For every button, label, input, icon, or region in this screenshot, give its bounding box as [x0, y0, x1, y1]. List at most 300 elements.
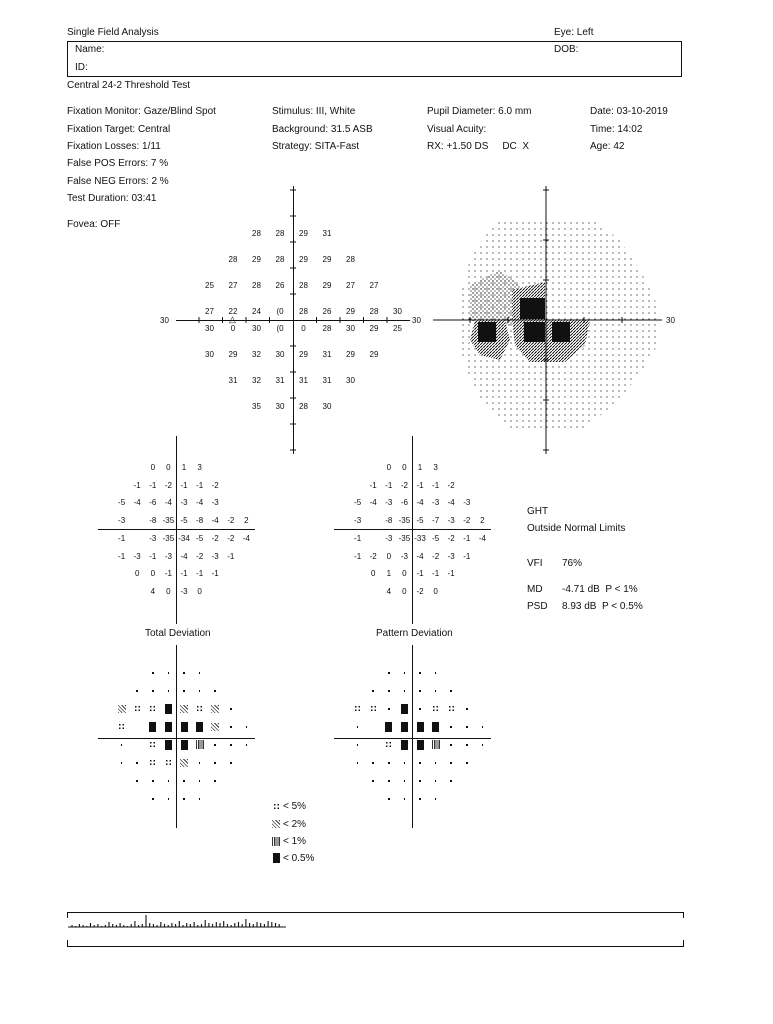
deviation-value: -1 — [149, 551, 157, 561]
total-deviation-label: Total Deviation — [145, 628, 211, 639]
deviation-value: 3 — [197, 463, 202, 472]
report-title: Single Field Analysis — [67, 27, 159, 38]
normal-point-icon — [381, 793, 397, 805]
deviation-value: -1 — [180, 569, 188, 578]
p05-pattern-icon — [273, 853, 280, 863]
deviation-value: 4 — [150, 586, 156, 596]
normal-point-icon — [129, 685, 145, 697]
p4-pattern-icon — [176, 739, 192, 751]
deviation-value: -2 — [227, 534, 235, 543]
deviation-value: -2 — [211, 534, 219, 543]
vfi-value: 76% — [562, 558, 583, 569]
test-name: Central 24-2 Threshold Test — [67, 80, 191, 91]
normal-point-icon — [192, 775, 208, 787]
normal-point-icon — [114, 739, 130, 751]
threshold-value: 30 — [346, 324, 355, 333]
deviation-value: -8 — [149, 515, 157, 525]
deviation-value: 0 — [402, 463, 407, 472]
deviation-value: -5 — [118, 498, 126, 507]
normal-point-icon — [223, 721, 239, 733]
deviation-value: -2 — [416, 586, 424, 596]
deviation-value: -1 — [196, 480, 204, 490]
deviation-value: -4 — [180, 551, 188, 561]
deviation-value: -33 — [414, 534, 426, 543]
p1-pattern-icon — [272, 837, 280, 846]
deviation-value: -2 — [463, 515, 471, 525]
threshold-value: 29 — [346, 350, 355, 359]
deviation-value: 2 — [244, 515, 249, 525]
normal-point-icon — [145, 667, 161, 679]
threshold-value: 30 — [275, 350, 285, 359]
deviation-value: 0 — [150, 569, 156, 578]
threshold-value: 30 — [275, 402, 285, 411]
deviation-value: -2 — [211, 480, 219, 490]
p1-pattern-icon — [428, 703, 444, 715]
threshold-value: 30 — [393, 307, 402, 316]
threshold-value: 31 — [299, 376, 308, 385]
normal-point-icon — [365, 685, 381, 697]
threshold-value: 28 — [299, 281, 308, 290]
p4-pattern-icon — [412, 721, 428, 733]
gaze-right-tick — [683, 912, 684, 918]
normal-point-icon — [443, 739, 459, 751]
gaze-right-tick-bottom — [683, 940, 684, 946]
deviation-value: -3 — [400, 551, 408, 561]
normal-point-icon — [176, 775, 192, 787]
false-pos-errors: False POS Errors: 7 % — [67, 158, 169, 169]
deviation-value: -4 — [196, 498, 204, 507]
p4-pattern-icon — [160, 703, 176, 715]
p1-pattern-icon — [365, 703, 381, 715]
normal-point-icon — [365, 775, 381, 787]
normal-point-icon — [129, 775, 145, 787]
threshold-value: 27 — [228, 281, 238, 290]
pupil-diameter: Pupil Diameter: 6.0 mm — [427, 106, 532, 117]
deviation-value: -2 — [164, 480, 172, 490]
ght-value: Outside Normal Limits — [527, 523, 626, 534]
deviation-value: -3 — [211, 498, 219, 507]
deviation-value: -4 — [416, 498, 424, 507]
normal-point-icon — [381, 703, 397, 715]
normal-point-icon — [443, 757, 459, 769]
fixation-monitor: Fixation Monitor: Gaze/Blind Spot — [67, 106, 216, 117]
normal-point-icon — [238, 721, 254, 733]
test-time: Time: 14:02 — [590, 124, 643, 135]
strategy: Strategy: SITA-Fast — [272, 141, 360, 152]
deviation-value: -4 — [416, 551, 424, 561]
threshold-value: 28 — [275, 229, 285, 238]
normal-point-icon — [443, 685, 459, 697]
legend-row-2 — [271, 818, 306, 832]
normal-point-icon — [223, 757, 239, 769]
p1-pattern-icon — [443, 703, 459, 715]
normal-point-icon — [428, 757, 444, 769]
threshold-value: 0 — [301, 324, 306, 333]
normal-point-icon — [223, 703, 239, 715]
ght-label: GHT — [527, 506, 549, 517]
deviation-value: -3 — [211, 551, 219, 561]
p2-pattern-icon — [176, 703, 192, 715]
deviation-value: -3 — [354, 515, 362, 525]
threshold-axis-label-left: 30 — [160, 316, 169, 325]
normal-point-icon — [176, 685, 192, 697]
false-neg-errors: False NEG Errors: 2 % — [67, 176, 169, 187]
normal-point-icon — [192, 757, 208, 769]
legend-row-1 — [271, 835, 306, 849]
deviation-value: -4 — [242, 534, 250, 543]
normal-point-icon — [145, 775, 161, 787]
p4-pattern-icon — [160, 721, 176, 733]
deviation-value: -6 — [149, 498, 157, 507]
id-label: ID: — [75, 62, 88, 73]
deviation-value: 0 — [166, 586, 171, 596]
gaze-left-tick-bottom — [67, 940, 68, 946]
normal-point-icon — [412, 757, 428, 769]
deviation-value: -1 — [133, 480, 141, 490]
deviation-value: -3 — [118, 515, 126, 525]
threshold-value: 29 — [322, 255, 332, 264]
deviation-value: 1 — [386, 569, 392, 578]
deviation-value: -1 — [416, 480, 424, 490]
deviation-value: 1 — [417, 463, 423, 472]
threshold-value: 29 — [369, 350, 379, 359]
p4-pattern-icon — [192, 721, 208, 733]
deviation-value: -1 — [118, 534, 126, 543]
normal-point-icon — [160, 775, 176, 787]
threshold-value: 28 — [322, 324, 332, 333]
patient-age: Age: 42 — [590, 141, 625, 152]
normal-point-icon — [428, 667, 444, 679]
threshold-value: 27 — [369, 281, 379, 290]
normal-point-icon — [223, 739, 239, 751]
deviation-value: -1 — [118, 551, 126, 561]
p3-pattern-icon — [428, 739, 444, 751]
fovea: Fovea: OFF — [67, 219, 121, 230]
deviation-value: 0 — [166, 463, 171, 472]
threshold-value: 28 — [346, 255, 355, 264]
p1-pattern-icon — [145, 757, 161, 769]
threshold-value: 27 — [346, 281, 355, 290]
p5-pattern-icon — [273, 803, 280, 810]
legend-label: < 0.5% — [283, 853, 315, 864]
p1-pattern-icon — [114, 721, 130, 733]
deviation-value: -1 — [463, 534, 471, 543]
deviation-value: -1 — [211, 569, 219, 578]
deviation-value: -5 — [416, 515, 424, 525]
threshold-value: (0 — [276, 307, 284, 316]
threshold-value: 28 — [228, 255, 238, 264]
deviation-value: 0 — [402, 586, 407, 596]
deviation-value: -1 — [447, 569, 455, 578]
deviation-value: -3 — [180, 498, 188, 507]
legend-label: < 2% — [283, 819, 307, 830]
deviation-value: -1 — [354, 551, 362, 561]
deviation-value: -3 — [149, 534, 157, 543]
deviation-value: 0 — [386, 463, 392, 472]
p1-pattern-icon — [350, 703, 366, 715]
fixation-target: Fixation Target: Central — [67, 124, 171, 135]
deviation-value: -35 — [162, 515, 175, 525]
deviation-value: -5 — [354, 498, 362, 507]
deviation-value: -35 — [398, 534, 411, 543]
deviation-value: -34 — [178, 534, 190, 543]
normal-point-icon — [396, 667, 412, 679]
p1-pattern-icon — [145, 739, 161, 751]
normal-point-icon — [396, 685, 412, 697]
deviation-value: -7 — [432, 515, 440, 525]
normal-point-icon — [207, 757, 223, 769]
p1-pattern-icon — [129, 703, 145, 715]
deviation-value: -2 — [447, 480, 455, 490]
deviation-value: -4 — [369, 498, 377, 507]
p4-pattern-icon — [412, 739, 428, 751]
deviation-value: -1 — [463, 551, 471, 561]
deviation-value: -1 — [369, 480, 377, 490]
normal-point-icon — [207, 739, 223, 751]
deviation-value: 0 — [197, 586, 202, 596]
p2-pattern-icon — [207, 721, 223, 733]
deviation-value: -1 — [416, 569, 424, 578]
fixation-losses: Fixation Losses: 1/11 — [67, 141, 161, 152]
deviation-value: -4 — [164, 498, 172, 507]
threshold-value: 31 — [322, 376, 332, 385]
normal-point-icon — [350, 721, 366, 733]
threshold-value: 24 — [252, 307, 261, 316]
deviation-value: -4 — [478, 534, 486, 543]
p2-pattern-icon — [272, 820, 280, 828]
deviation-value: -2 — [447, 534, 455, 543]
stimulus: Stimulus: III, White — [272, 106, 356, 117]
deviation-value: 0 — [433, 586, 438, 596]
test-date: Date: 03-10-2019 — [590, 106, 668, 117]
vfi-label: VFI — [527, 558, 543, 569]
normal-point-icon — [176, 667, 192, 679]
deviation-value: -1 — [432, 480, 440, 490]
threshold-value: 28 — [369, 307, 379, 316]
threshold-value: 28 — [252, 281, 261, 290]
threshold-value: 35 — [252, 402, 261, 411]
legend-label: < 5% — [283, 801, 307, 812]
normal-point-icon — [381, 667, 397, 679]
p2-pattern-icon — [176, 757, 192, 769]
normal-point-icon — [129, 757, 145, 769]
deviation-value: -35 — [162, 534, 175, 543]
normal-point-icon — [443, 775, 459, 787]
normal-point-icon — [443, 721, 459, 733]
deviation-value: -1 — [149, 480, 157, 490]
deviation-value: -4 — [447, 498, 455, 507]
threshold-value: 31 — [322, 229, 332, 238]
p4-pattern-icon — [176, 721, 192, 733]
normal-point-icon — [428, 685, 444, 697]
p1-pattern-icon — [192, 703, 208, 715]
p4-pattern-icon — [160, 739, 176, 751]
normal-point-icon — [412, 685, 428, 697]
grayscale-axis-label-right: 30 — [666, 316, 675, 325]
deviation-value: -1 — [164, 569, 172, 578]
threshold-value: 29 — [252, 255, 261, 264]
deviation-value: -1 — [196, 569, 204, 578]
pattern-deviation-label: Pattern Deviation — [376, 628, 453, 639]
threshold-value: 26 — [322, 307, 332, 316]
p1-pattern-icon — [145, 703, 161, 715]
md-value: -4.71 dB P < 1% — [562, 584, 638, 595]
normal-point-icon — [114, 757, 130, 769]
normal-point-icon — [381, 757, 397, 769]
p2-pattern-icon — [207, 703, 223, 715]
deviation-value: -2 — [369, 551, 377, 561]
threshold-value: 29 — [369, 324, 379, 333]
normal-point-icon — [459, 703, 475, 715]
threshold-value: 29 — [346, 307, 355, 316]
normal-point-icon — [350, 757, 366, 769]
deviation-value: -3 — [164, 551, 172, 561]
deviation-value: -1 — [385, 480, 393, 490]
normal-point-icon — [381, 775, 397, 787]
p1-pattern-icon — [160, 757, 176, 769]
normal-point-icon — [350, 739, 366, 751]
normal-point-icon — [474, 721, 490, 733]
normal-point-icon — [412, 793, 428, 805]
name-label: Name: — [75, 44, 105, 55]
dob-label: DOB: — [554, 44, 579, 55]
background: Background: 31.5 ASB — [272, 124, 373, 135]
normal-point-icon — [160, 685, 176, 697]
threshold-value: 25 — [393, 324, 402, 333]
normal-point-icon — [428, 775, 444, 787]
normal-point-icon — [192, 685, 208, 697]
threshold-value: 30 — [346, 376, 355, 385]
normal-point-icon — [474, 739, 490, 751]
normal-point-icon — [396, 793, 412, 805]
deviation-value: -2 — [400, 480, 408, 490]
visual-acuity: Visual Acuity: — [427, 124, 487, 135]
p1-pattern-icon — [381, 739, 397, 751]
deviation-value: -3 — [447, 551, 455, 561]
normal-point-icon — [428, 793, 444, 805]
normal-point-icon — [207, 775, 223, 787]
deviation-value: -1 — [432, 569, 440, 578]
normal-point-icon — [396, 757, 412, 769]
normal-point-icon — [459, 757, 475, 769]
psd-value: 8.93 dB P < 0.5% — [562, 601, 643, 612]
deviation-value: -4 — [211, 515, 219, 525]
deviation-value: -5 — [180, 515, 188, 525]
grayscale-dark-block-upper — [520, 298, 545, 319]
threshold-value: 29 — [228, 350, 238, 359]
deviation-value: -2 — [432, 551, 440, 561]
normal-point-icon — [459, 739, 475, 751]
normal-point-icon — [365, 757, 381, 769]
normal-point-icon — [412, 775, 428, 787]
p4-pattern-icon — [428, 721, 444, 733]
deviation-value: -3 — [385, 498, 393, 507]
threshold-value: 31 — [275, 376, 285, 385]
threshold-value: 32 — [252, 350, 261, 359]
deviation-value: -3 — [133, 551, 141, 561]
threshold-value: 31 — [322, 350, 332, 359]
deviation-value: -35 — [398, 515, 411, 525]
rx: RX: +1.50 DS DC X — [427, 141, 529, 152]
blind-spot-marker-icon: △ — [229, 314, 236, 324]
md-label: MD — [527, 584, 543, 595]
deviation-value: -5 — [432, 534, 440, 543]
gaze-bottom-line — [67, 946, 684, 947]
p4-pattern-icon — [396, 739, 412, 751]
normal-point-icon — [145, 685, 161, 697]
grayscale-dark-block-right — [552, 322, 570, 342]
deviation-value: -1 — [227, 551, 235, 561]
threshold-value: 25 — [205, 281, 214, 290]
deviation-value: 3 — [433, 463, 438, 472]
deviation-value: -3 — [385, 534, 393, 543]
legend-row-5 — [271, 800, 306, 814]
deviation-value: -2 — [196, 551, 204, 561]
threshold-value: 29 — [322, 281, 332, 290]
p4-pattern-icon — [381, 721, 397, 733]
threshold-value: 22 — [228, 307, 238, 316]
threshold-value: (0 — [276, 324, 284, 333]
p2-pattern-icon — [114, 703, 130, 715]
deviation-value: -3 — [180, 586, 188, 596]
threshold-value: 30 — [205, 324, 214, 333]
deviation-value: -8 — [385, 515, 393, 525]
normal-point-icon — [381, 685, 397, 697]
legend-label: < 1% — [283, 836, 307, 847]
legend-row-05 — [271, 852, 314, 866]
deviation-value: -6 — [400, 498, 408, 507]
psd-label: PSD — [527, 601, 548, 612]
p4-pattern-icon — [145, 721, 161, 733]
normal-point-icon — [160, 667, 176, 679]
threshold-value: 31 — [228, 376, 238, 385]
grayscale-dark-block-center — [524, 322, 545, 342]
threshold-axis-label-right: 30 — [412, 316, 421, 325]
threshold-value: 30 — [252, 324, 261, 333]
deviation-value: 0 — [402, 569, 407, 578]
deviation-value: -3 — [432, 498, 440, 507]
deviation-value: -5 — [196, 534, 204, 543]
threshold-value: 29 — [299, 229, 308, 238]
normal-point-icon — [238, 739, 254, 751]
deviation-value: -3 — [447, 515, 455, 525]
deviation-value: 2 — [480, 515, 485, 525]
deviation-value: -4 — [133, 498, 141, 507]
threshold-value: 29 — [299, 255, 308, 264]
deviation-value: 0 — [150, 463, 156, 472]
p4-pattern-icon — [396, 703, 412, 715]
threshold-value: 26 — [275, 281, 285, 290]
deviation-value: -1 — [180, 480, 188, 490]
deviation-value: 4 — [386, 586, 392, 596]
threshold-value: 27 — [205, 307, 214, 316]
grayscale-dark-block-left — [478, 322, 496, 342]
gaze-tracking-trace — [68, 910, 298, 930]
normal-point-icon — [176, 793, 192, 805]
normal-point-icon — [192, 793, 208, 805]
threshold-value: 28 — [299, 307, 308, 316]
threshold-value: 28 — [252, 229, 261, 238]
p4-pattern-icon — [396, 721, 412, 733]
deviation-value: -2 — [227, 515, 235, 525]
threshold-value: 30 — [322, 402, 332, 411]
threshold-value: 0 — [230, 324, 236, 333]
eye-label: Eye: Left — [554, 27, 594, 38]
normal-point-icon — [396, 775, 412, 787]
normal-point-icon — [145, 793, 161, 805]
threshold-value: 28 — [299, 402, 308, 411]
deviation-value: 0 — [134, 569, 140, 578]
